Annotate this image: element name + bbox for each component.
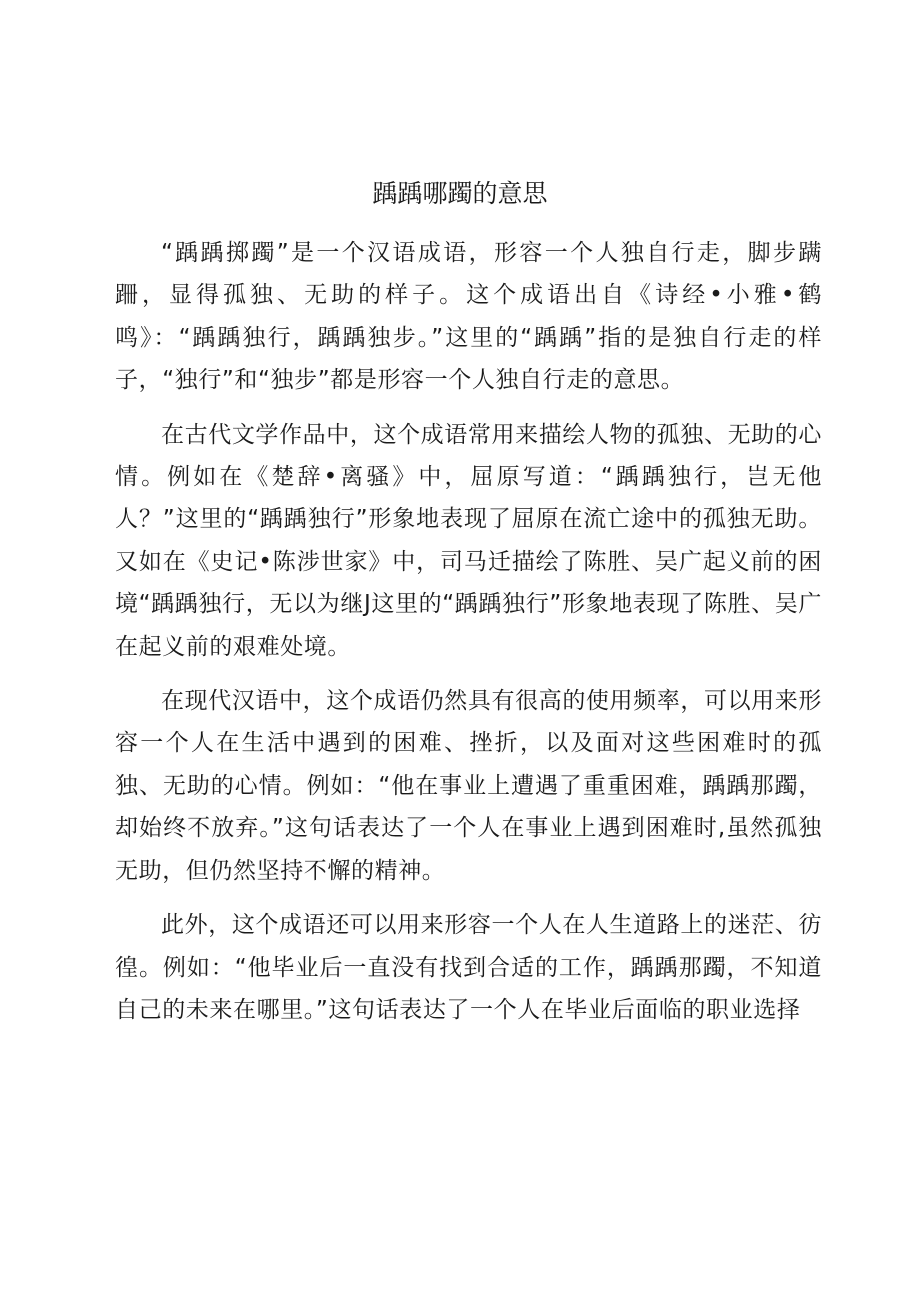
document-title: 踽踽哪躅的意思 xyxy=(372,179,548,208)
paragraph-2: 在古代文学作品中，这个成语常用来描绘人物的孤独、无助的心情。例如在《楚辞•离骚》中，屈原写道：“踽踽独行，岂无他人？”这里的“踽踽独行”形象地表现了屈原在流亡途中的孤独无助。又如在《史记•陈涉世家》中，司马迁描绘了陈胜、吴广起义前的困境“踽踽独行，无以为继J这里的“踽踽独行”形象地表现了陈胜、吴广在起义前的艰难处境。 xyxy=(115,421,822,660)
paragraph-1: “踽踽掷躅”是一个汉语成语，形容一个人独自行走，脚步蹒跚，显得孤独、无助的样子。这个成语出自《诗经•小雅•鹤鸣》：“踽踽独行，踽踽独步。”这里的“踽踽”指的是独自行走的样子，“独行”和“独步”都是形容一个人独自行走的意思。 xyxy=(115,240,822,394)
document-body xyxy=(115,232,822,1043)
paragraph-3: 在现代汉语中，这个成语仍然具有很高的使用频率，可以用来形容一个人在生活中遇到的困难、挫折，以及面对这些困难时的孤独、无助的心情。例如：“他在事业上遭遇了重重困难，踽踽那躅，却始终不放弃。”这句话表达了一个人在事业上遇到困难时,虽然孤独无助，但仍然坚持不懈的精神。 xyxy=(115,688,822,884)
paragraph-4: 此外，这个成语还可以用来形容一个人在人生道路上的迷茫、彷徨。例如：“他毕业后一直没有找到合适的工作，踽踽那躅，不知道自己的未来在哪里。”这句话表达了一个人在毕业后面临的职业选择 xyxy=(115,912,822,1023)
